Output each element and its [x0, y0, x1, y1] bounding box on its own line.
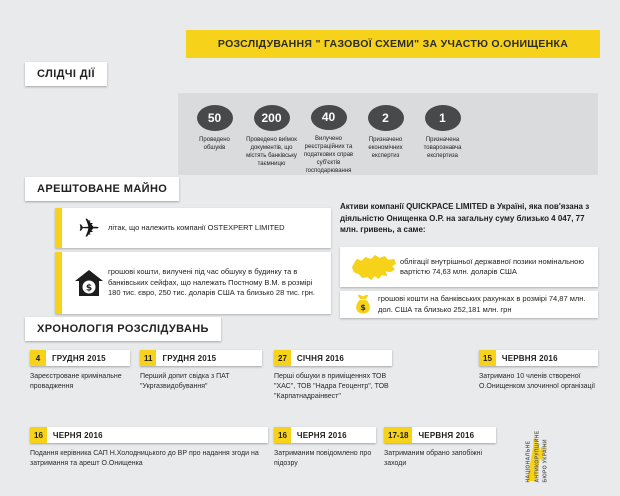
event-description: Затримано 10 членів створеної О.Онищенком злочинної організації: [479, 373, 596, 391]
asset-text: літак, що належить компанії OSTEXPERT LIMITED: [108, 222, 285, 232]
section-title-seized-property: [25, 177, 179, 201]
section-title-text: АРЕШТОВАНЕ МАЙНО: [37, 183, 168, 195]
asset-card-bonds: [340, 247, 598, 287]
event-day-badge: 11: [140, 350, 156, 366]
event-description: Затриманим повідомлено про підозру: [274, 450, 372, 468]
asset-card-airplane: [55, 208, 331, 248]
event-date: [140, 350, 262, 366]
event-date-label: ГРУДНЯ 2015: [52, 353, 106, 363]
event-date: [30, 350, 130, 366]
timeline-event-1: [30, 350, 130, 392]
event-date-label: ЧЕРНЯ 2016: [52, 430, 103, 440]
house-dollar-icon: [70, 269, 108, 297]
section-title-text: СЛІДЧІ ДІЇ: [37, 68, 95, 80]
nabu-logo-text: [525, 430, 551, 482]
stat-value: 40: [311, 105, 347, 130]
stat-searches: [186, 105, 243, 175]
stat-value: 1: [425, 105, 461, 131]
event-date-label: СІЧНЯ 2016: [296, 353, 345, 363]
event-date: [384, 427, 496, 443]
asset-card-cash: [55, 252, 331, 314]
stats-panel: [178, 93, 598, 175]
event-date: [30, 427, 268, 443]
page-title: РОЗСЛІДУВАННЯ " ГАЗОВОЇ СХЕМИ" ЗА УЧАСТЮ О.ОНИЩЕНКА: [217, 38, 569, 50]
page-title-banner: [186, 30, 600, 58]
logo-line: НАЦІОНАЛЬНЕ: [525, 440, 532, 482]
timeline-event-7: [384, 427, 496, 469]
stat-value: 200: [254, 105, 290, 131]
stat-label: Проведено обшуків: [199, 137, 230, 152]
event-day-badge: 4: [30, 350, 46, 366]
airplane-icon: [70, 215, 108, 241]
stat-label: Призначено економічних експертиз: [368, 137, 403, 160]
event-description: Перші обшуки в приміщеннях ТОВ "ХАС", ТОВ "Надра Геоцентр", ТОВ "Карпатнадраінвест": [274, 373, 389, 401]
asset-text: грошові кошти на банківських рахунках в розмірі 74,87 млн. дол. США та близько 252,181 млн. грн: [378, 294, 586, 314]
stat-commodity-expertise: [414, 105, 471, 175]
event-date-label: ЧЕРВНЯ 2016: [418, 430, 475, 440]
event-description: Зареєстроване кримінальне провадження: [30, 373, 122, 391]
stat-label: Призначена товарознавча експертиза: [423, 137, 462, 160]
event-date-label: ЧЕРНЯ 2016: [296, 430, 347, 440]
asset-text: грошові кошти, вилучені під час обшуку в будинку та в банківських сейфах, що належать Постному В.М. в розмірі 180 тис. євро, 250 тис. доларів США та близько 28 тис. грн.: [108, 267, 316, 298]
asset-card-accounts: [340, 291, 598, 318]
asset-text: облігації внутрішньої державної позики номінальною вартістю 74,63 млн. доларів США: [400, 256, 584, 276]
event-day-badge: 16: [274, 427, 291, 443]
money-bag-icon: [348, 294, 378, 315]
event-day-badge: 15: [479, 350, 496, 366]
event-day-badge: 17-18: [384, 427, 412, 443]
section-title-text: ХРОНОЛОГІЯ РОЗСЛІДУВАНЬ: [37, 323, 209, 335]
timeline-event-5: [30, 427, 268, 469]
section-title-investigative-actions: [25, 62, 107, 86]
svg-text:$: $: [85, 283, 93, 294]
logo-line: АНТИКОРУПЦІЙНЕ: [534, 430, 540, 482]
stat-label: Вилучено реєстраційних та податкових справ суб'єктів господарювання: [303, 135, 354, 174]
section-title-chronology: [25, 317, 221, 341]
nabu-logo: [516, 432, 608, 492]
ukraine-map-icon: [348, 253, 400, 282]
event-date-label: ГРУДНЯ 2015: [162, 353, 217, 363]
event-description: Подання керівника САП Н.Холодницького до ВР про надання згоди на затримання та арешт О.Онищенка: [30, 450, 259, 468]
quickpace-assets-intro: Активи компанії QUICKPACE LIMITED в Україні, яка пов'язана з діяльністю Онищенка О.Р. на загальну суму близько 4 047, 77 млн. гривень, а саме:: [340, 202, 590, 235]
event-day-badge: 27: [274, 350, 291, 366]
event-description: Затриманим обрано запобіжні заходи: [384, 450, 483, 468]
stat-files-seized: [300, 105, 357, 175]
event-date-label: ЧЕРВНЯ 2016: [501, 353, 558, 363]
stat-document-seizures: [243, 105, 300, 175]
svg-text:$: $: [360, 301, 366, 312]
logo-line: БЮРО УКРАЇНИ: [542, 438, 549, 482]
stat-value: 2: [368, 105, 404, 131]
stat-value: 50: [197, 105, 233, 131]
event-day-badge: 16: [30, 427, 47, 443]
timeline-event-2: [140, 350, 262, 392]
timeline-event-3: [274, 350, 392, 402]
airplane-glyph: ✈: [78, 213, 100, 243]
stat-label: Проведено виїмок документів, що містять банківську таємницю: [246, 137, 297, 168]
timeline-event-4: [479, 350, 598, 392]
event-description: Перший допит свідка з ПАТ "Укргазвидобування": [140, 373, 230, 391]
event-date: [274, 427, 376, 443]
timeline-event-6: [274, 427, 376, 469]
stat-economic-expertises: [357, 105, 414, 175]
event-date: [274, 350, 392, 366]
event-date: [479, 350, 598, 366]
